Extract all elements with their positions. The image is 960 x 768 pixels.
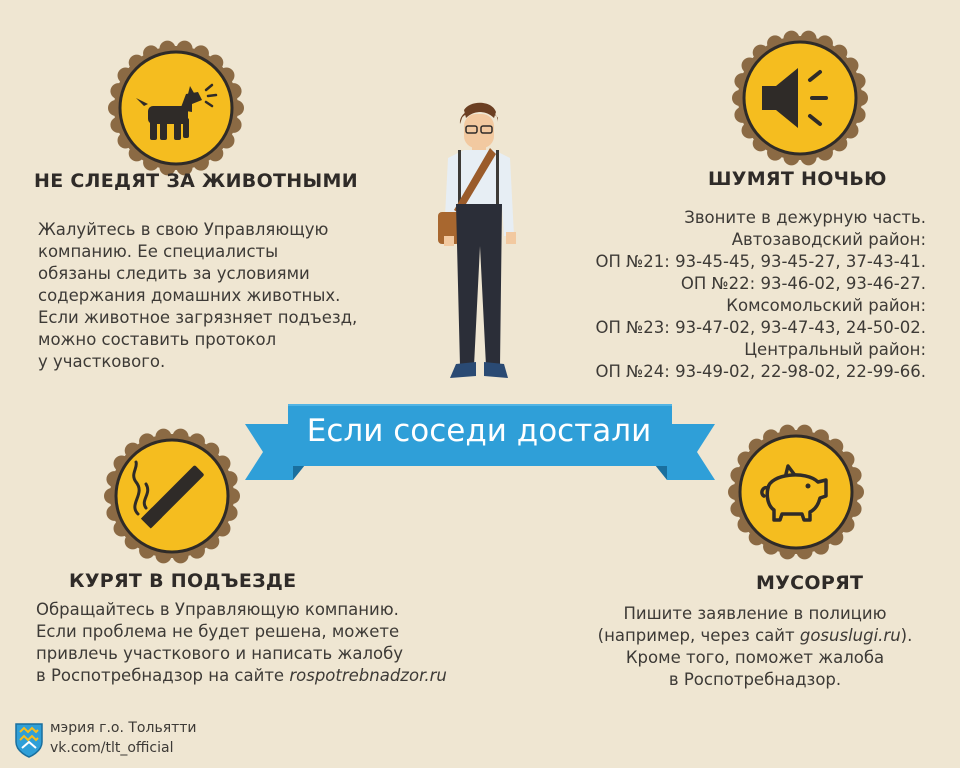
littering-line-2-pre: (например, через сайт xyxy=(597,626,800,645)
footer-org: мэрия г.о. Тольятти xyxy=(50,720,197,736)
heading-animals: НЕ СЛЕДЯТ ЗА ЖИВОТНЫМИ xyxy=(34,170,358,192)
littering-line-3: Кроме того, поможет жалоба xyxy=(625,648,885,667)
heading-littering: МУСОРЯТ xyxy=(756,572,864,594)
smoking-text xyxy=(36,599,506,687)
heading-smoking: КУРЯТ В ПОДЪЕЗДЕ xyxy=(69,570,297,592)
ribbon-title: Если соседи достали xyxy=(306,413,652,449)
littering-line-2 xyxy=(570,625,940,647)
smoking-text-body: Обращайтесь в Управляющую компанию. Если проблема не будет решена, можете привлечь участкового и написать жалобу в Роспотребнадзор на сайте xyxy=(36,600,404,685)
footer-link[interactable]: vk.com/tlt_official xyxy=(50,740,174,756)
littering-text xyxy=(570,603,940,691)
heading-noise: ШУМЯТ НОЧЬЮ xyxy=(708,168,887,190)
pig-icon xyxy=(728,424,864,560)
man-illustration xyxy=(424,96,534,388)
noise-text: Звоните в дежурную часть. Автозаводский район: ОП №21: 93-45-45, 93-45-27, 37-43-41. ОП №22: 93-46-02, 93-46-27. Комсомольский район: ОП №23: 93-47-02, 93-47-43, 24-50-02. Центральный район: ОП №24: 93-49-02, 22-98-02, 22-99-66. xyxy=(595,208,926,381)
littering-site-link: gosuslugi.ru xyxy=(799,626,901,645)
smoking-site-link: rospotrebnadzor.ru xyxy=(289,666,447,685)
littering-line-4: в Роспотребнадзор. xyxy=(668,670,842,689)
animals-text: Жалуйтесь в свою Управляющую компанию. Ее специалисты обязаны следить за условиями содержания домашних животных. Если животное загрязняет подъезд, можно составить протокол у участкового. xyxy=(38,220,358,371)
tolyatti-coat-of-arms-icon xyxy=(14,722,44,758)
littering-line-2-post: ). xyxy=(900,626,913,645)
dog-barking-icon xyxy=(108,40,244,176)
littering-line-1: Пишите заявление в полицию xyxy=(623,604,887,623)
cigarette-smoke-icon xyxy=(104,428,240,564)
speaker-loud-icon xyxy=(732,30,868,166)
